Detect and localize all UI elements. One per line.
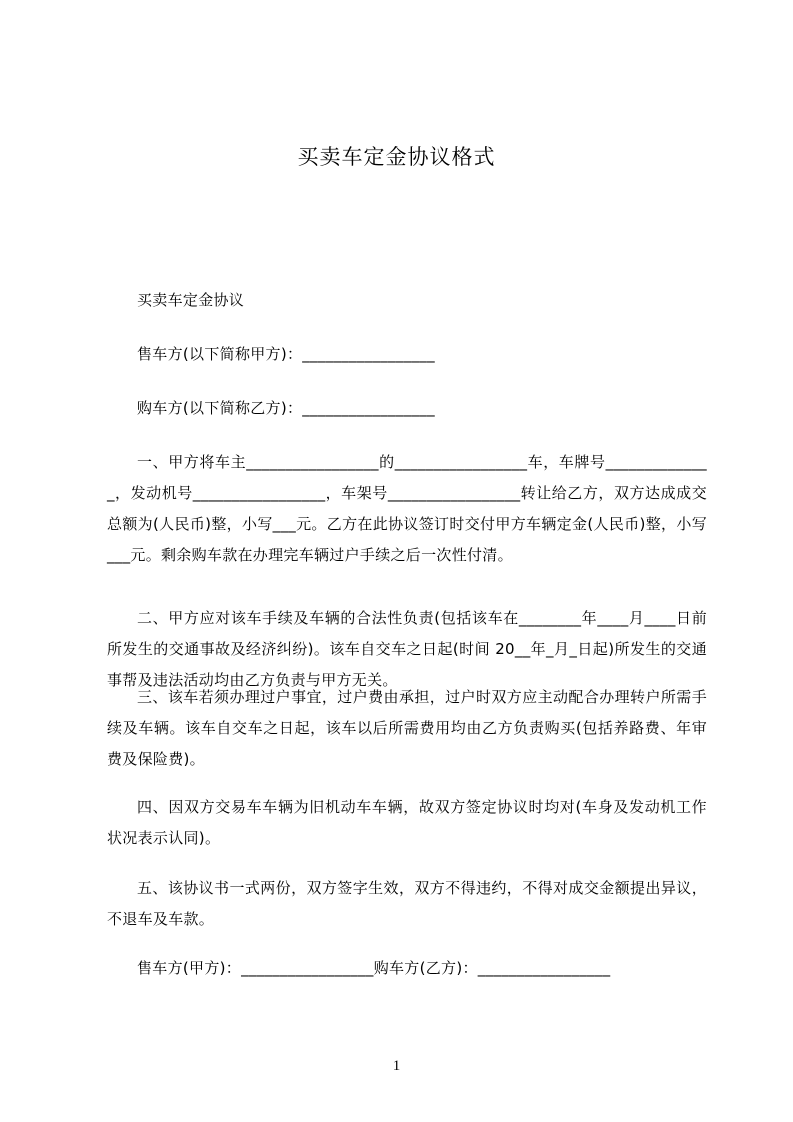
clause-5: 五、该协议书一式两份，双方签字生效，双方不得违约，不得对成交金额提出异议，不退车及车款。	[107, 879, 707, 928]
clause-1: 一、甲方将车主_________________的_________________车，车牌号______________，发动机号_________________，车架号_________________转让给乙方，双方达成成交总额为(人民币)整，小写___元。乙方在此协议签订时交付甲方车辆定金(人民币)整，小写___元。剩余购车款在办理完车辆过户手续之后一次性付清。	[107, 453, 707, 564]
page-number: 1	[392, 1058, 401, 1074]
signature-line: 售车方(甲方)：_________________购车方(乙方)：_________________	[137, 959, 611, 977]
buyer-party-line: 购车方(以下简称乙方)：_________________	[137, 399, 435, 417]
clause-3: 三、该车若须办理过户事宜，过户费由承担，过户时双方应主动配合办理转户所需手续及车辆。该车自交车之日起，该车以后所需费用均由乙方负责购买(包括养路费、年审费及保险费)。	[107, 688, 707, 768]
clause-2: 二、甲方应对该车手续及车辆的合法性负责(包括该车在________年____月____日前所发生的交通事故及经济纠纷)。该车自交车之日起(时间 20__年_月_日起)所发生的交通事帮及违法活动均由乙方负责与甲方无关。	[107, 609, 707, 689]
document-title: 买卖车定金协议格式	[297, 145, 496, 169]
seller-party-line: 售车方(以下简称甲方)：_________________	[137, 345, 435, 363]
agreement-heading: 买卖车定金协议	[137, 291, 245, 309]
clause-4: 四、因双方交易车车辆为旧机动车车辆，故双方签定协议时均对(车身及发动机工作状况表示认同)。	[107, 798, 707, 847]
